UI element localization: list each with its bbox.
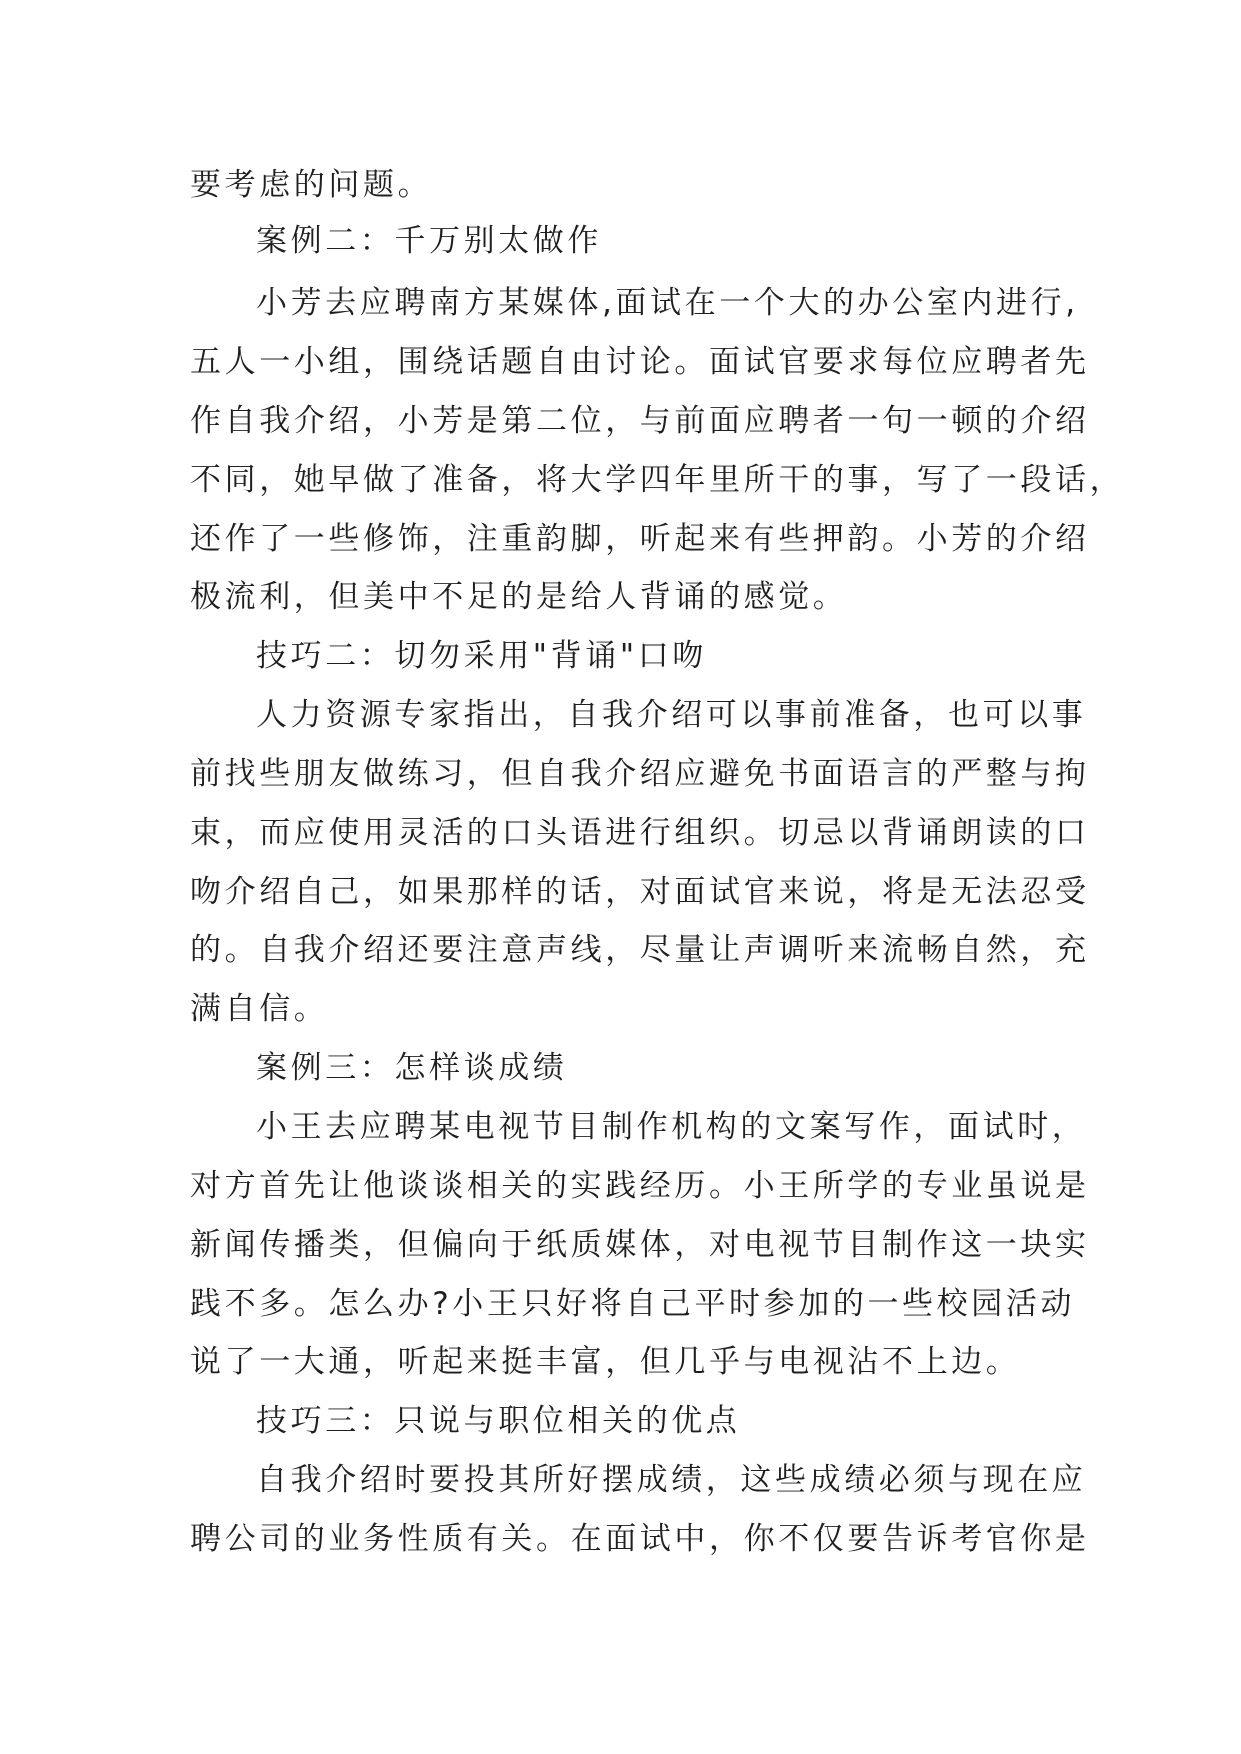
paragraph-line: 前找些朋友做练习，但自我介绍应避免书面语言的严整与拘 <box>190 756 1090 792</box>
paragraph-line: 聘公司的业务性质有关。在面试中，你不仅要告诉考官你是 <box>190 1521 1090 1557</box>
paragraph-line: 践不多。怎么办?小王只好将自己平时参加的一些校园活动 <box>190 1286 1076 1322</box>
paragraph-line: 小王去应聘某电视节目制作机构的文案写作，面试时， <box>256 1109 1087 1145</box>
paragraph-line: 吻介绍自己，如果那样的话，对面试官来说，将是无法忍受 <box>190 874 1090 910</box>
tip-heading: 技巧二：切勿采用"背诵"口吻 <box>256 638 707 674</box>
tip-heading: 技巧三：只说与职位相关的优点 <box>256 1403 741 1439</box>
paragraph-line: 的。自我介绍还要注意声线，尽量让声调听来流畅自然，充 <box>190 932 1090 968</box>
paragraph-line: 极流利，但美中不足的是给人背诵的感觉。 <box>190 579 848 615</box>
paragraph-line: 说了一大通，听起来挺丰富，但几乎与电视沾不上边。 <box>190 1344 1021 1380</box>
paragraph-line: 还作了一些修饰，注重韵脚，听起来有些押韵。小芳的介绍 <box>190 521 1090 557</box>
paragraph-line: 对方首先让他谈谈相关的实践经历。小王所学的专业虽说是 <box>190 1168 1090 1204</box>
paragraph-line: 小芳去应聘南方某媒体,面试在一个大的办公室内进行, <box>256 285 1079 321</box>
paragraph-line: 人力资源专家指出，自我介绍可以事前准备，也可以事 <box>256 697 1087 733</box>
paragraph-line: 自我介绍时要投其所好摆成绩，这些成绩必须与现在应 <box>256 1462 1087 1498</box>
paragraph-line: 五人一小组，围绕话题自由讨论。面试官要求每位应聘者先 <box>190 344 1090 380</box>
case-heading: 案例二：千万别太做作 <box>256 223 602 259</box>
paragraph-line: 新闻传播类，但偏向于纸质媒体，对电视节目制作这一块实 <box>190 1227 1090 1263</box>
paragraph-line: 作自我介绍，小芳是第二位，与前面应聘者一句一顿的介绍 <box>190 403 1090 439</box>
case-heading: 案例三：怎样谈成绩 <box>256 1050 568 1086</box>
paragraph-line: 不同，她早做了准备，将大学四年里所干的事，写了一段话， <box>190 462 1125 498</box>
paragraph-line: 满自信。 <box>190 991 329 1027</box>
paragraph-line: 要考虑的问题。 <box>190 167 433 203</box>
paragraph-line: 束，而应使用灵活的口头语进行组织。切忌以背诵朗读的口 <box>190 815 1090 851</box>
